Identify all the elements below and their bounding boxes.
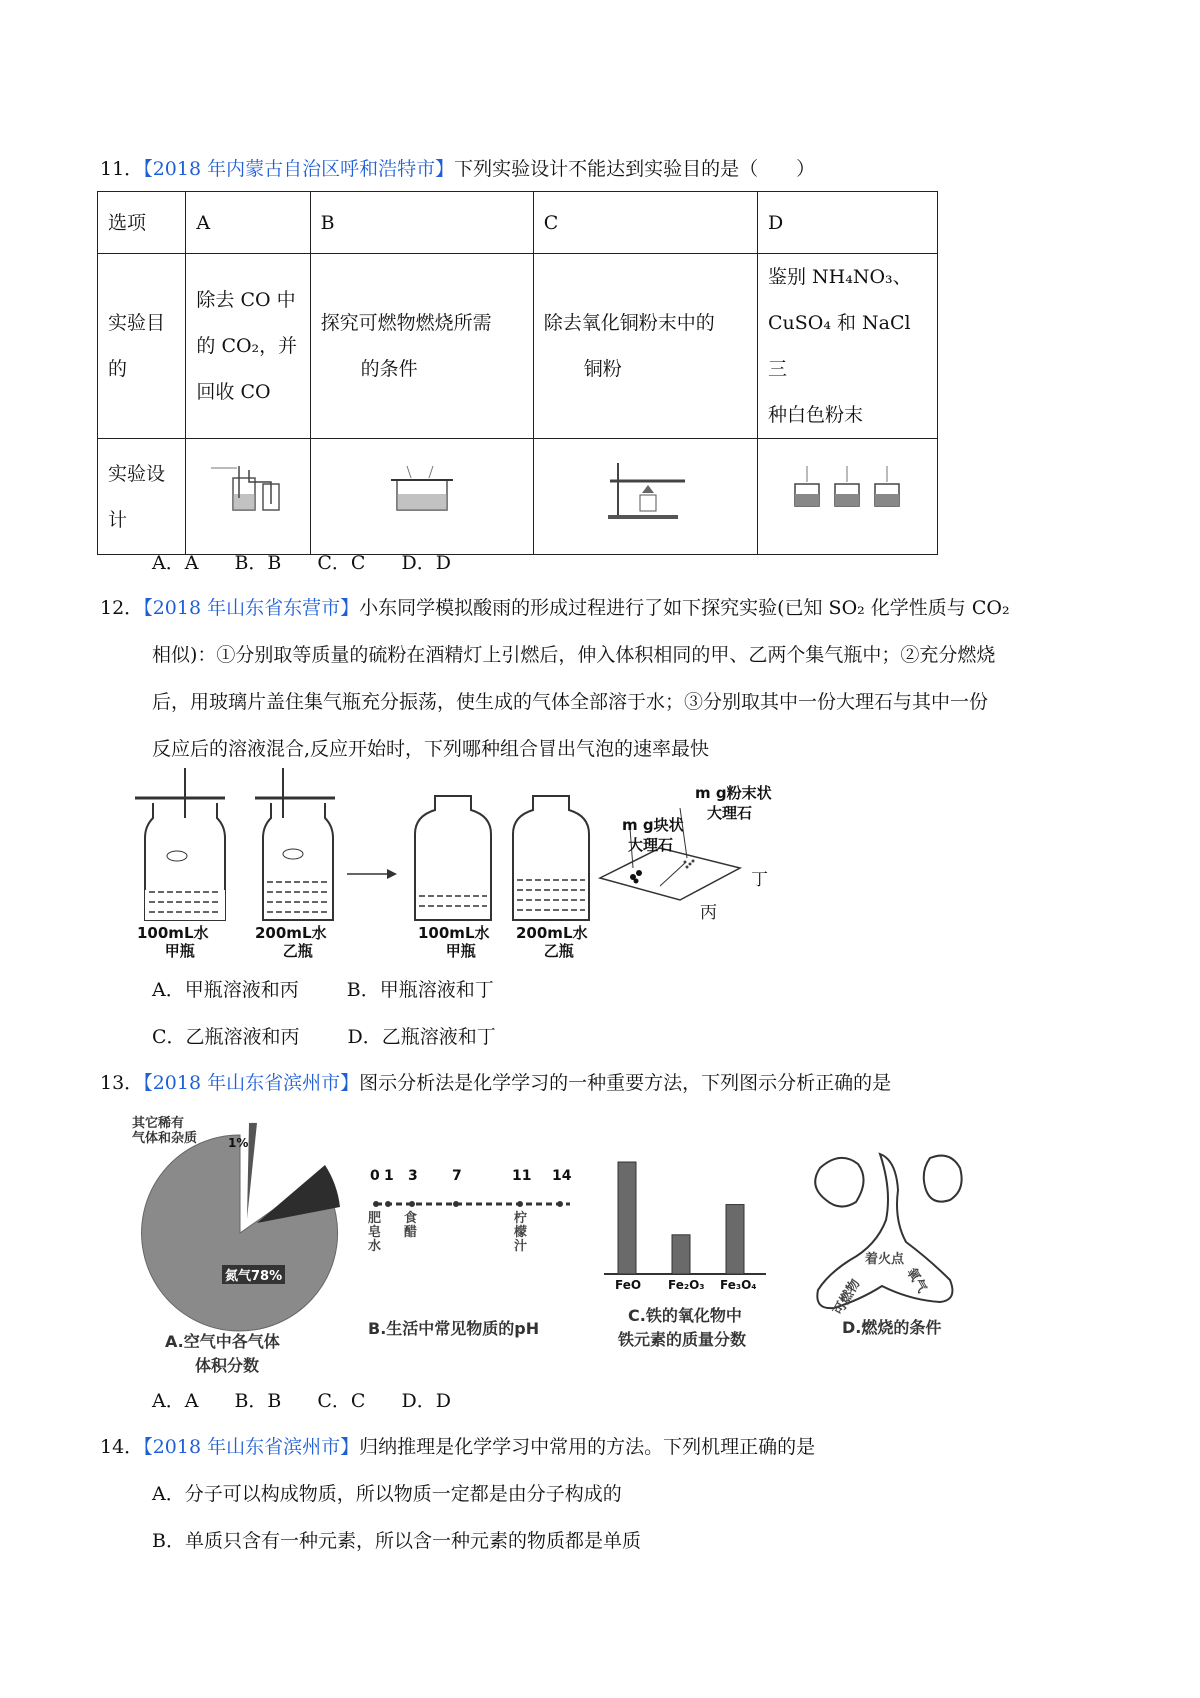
bottle-volume: 100mL水 xyxy=(418,924,490,942)
pie-slice-other xyxy=(247,1123,257,1219)
question-11-stem xyxy=(100,154,815,181)
purpose-line: 探究可燃物燃烧所需 xyxy=(320,312,492,334)
bottle-yi-burning xyxy=(255,768,335,920)
purpose-line: 的条件 xyxy=(360,358,418,380)
choice-a[interactable]: A．A xyxy=(152,552,199,574)
combustion-conditions-diagram xyxy=(800,1150,970,1340)
question-number: 11． xyxy=(100,158,144,180)
bottle-volume: 100mL水 xyxy=(137,924,209,942)
bar-mark xyxy=(618,1162,636,1274)
table-cell: A xyxy=(186,192,310,254)
bar-mark xyxy=(672,1235,690,1274)
purpose-line: 回收 CO xyxy=(196,381,271,403)
option-a[interactable]: A．分子可以构成物质，所以物质一定都是由分子构成的 xyxy=(152,1483,622,1505)
option-b[interactable]: B．单质只含有一种元素，所以含一种元素的物质都是单质 xyxy=(152,1530,641,1552)
caption-line: 铁元素的质量分数 xyxy=(618,1330,747,1349)
row-label: 实验设计 xyxy=(108,462,166,531)
table-cell xyxy=(757,439,937,555)
ph-tick: 7 xyxy=(452,1168,462,1184)
ding-label: 丁 xyxy=(751,870,768,890)
purpose-line: 的 CO₂，并 xyxy=(196,335,298,357)
label-line: 大理石 xyxy=(628,836,674,854)
bottle-yi-solution xyxy=(513,796,589,920)
fire-label: 氧气 xyxy=(903,1265,930,1296)
table-cell: 选项 xyxy=(98,192,186,254)
table-cell xyxy=(533,254,757,439)
table-cell xyxy=(757,254,937,439)
figure-caption-c xyxy=(618,1304,746,1352)
table-cell xyxy=(98,439,186,555)
ph-tick: 0 xyxy=(370,1168,380,1184)
question-text: 图示分析法是化学学习的一种重要方法，下列图示分析正确的是 xyxy=(359,1072,892,1094)
row-label: 实验目的 xyxy=(108,312,166,380)
bottle-label xyxy=(255,924,327,960)
question-text: 相似)：①分别取等质量的硫粉在酒精灯上引燃后，伸入体积相同的甲、乙两个集气瓶中；②充分燃烧 xyxy=(152,644,996,666)
answer-choices xyxy=(152,548,487,575)
table-cell xyxy=(186,439,310,555)
bottle-label xyxy=(516,924,588,960)
question-source: 【2018 年内蒙古自治区呼和浩特市】 xyxy=(143,158,455,180)
answer-choices xyxy=(152,1386,487,1413)
powder-marble-label xyxy=(695,783,772,823)
question-13-stem xyxy=(100,1068,891,1095)
table-row-purpose xyxy=(98,254,938,439)
heating-tube-apparatus-icon xyxy=(590,453,700,523)
table-cell xyxy=(98,254,186,439)
bottle-name: 甲瓶 xyxy=(164,942,195,960)
three-beakers-icon xyxy=(787,458,907,518)
caption-line: 体积分数 xyxy=(195,1356,260,1375)
answer-choices xyxy=(152,975,530,1002)
combustion-beaker-icon xyxy=(377,458,467,518)
caption-line: A.空气中各气体 xyxy=(165,1332,280,1351)
question-source: 【2018 年山东省东营市】 xyxy=(143,597,360,619)
choice-b[interactable]: B．B xyxy=(234,552,282,574)
block-marble-label xyxy=(622,815,684,855)
figure-caption-d: D.燃烧的条件 xyxy=(842,1318,942,1337)
bottle-label xyxy=(137,924,209,960)
purpose-line: 鉴别 NH₄NO₃、 xyxy=(767,266,912,288)
bottle-jia-burning xyxy=(135,768,225,920)
table-cell xyxy=(310,439,533,555)
ph-tick: 1 xyxy=(384,1168,394,1184)
bottle-volume: 200mL水 xyxy=(255,924,327,942)
question-number: 12． xyxy=(100,597,144,619)
purpose-line: 铜粉 xyxy=(583,358,622,380)
question-12-stem xyxy=(100,593,1010,620)
ph-tick: 14 xyxy=(552,1168,572,1184)
arrow-icon xyxy=(347,869,397,879)
table-cell: C xyxy=(533,192,757,254)
label-line: 大理石 xyxy=(707,804,753,822)
bottle-jia-solution xyxy=(415,796,491,920)
caption-line: C.铁的氧化物中 xyxy=(628,1306,742,1325)
ph-item: 柠檬汁 xyxy=(514,1211,528,1254)
purpose-line: CuSO₄ 和 NaCl 三 xyxy=(767,312,911,380)
question-source: 【2018 年山东省滨州市】 xyxy=(143,1072,360,1094)
ph-tick: 11 xyxy=(512,1168,532,1184)
purpose-line: 除去 CO 中 xyxy=(196,289,296,311)
question-14-stem xyxy=(100,1432,815,1459)
purpose-line: 除去氧化铜粉末中的 xyxy=(543,312,715,334)
ph-item: 肥皂水 xyxy=(368,1211,382,1254)
bottle-name: 甲瓶 xyxy=(445,942,476,960)
choice-d[interactable]: D．D xyxy=(401,1390,451,1412)
iron-oxide-bar-chart xyxy=(600,1150,770,1280)
bottle-name: 乙瓶 xyxy=(543,942,574,960)
bar-category: Fe₃O₄ xyxy=(720,1278,757,1292)
ph-scale xyxy=(370,1190,580,1230)
table-cell xyxy=(186,254,310,439)
table-cell: D xyxy=(757,192,937,254)
choice-b[interactable]: B．B xyxy=(234,1390,282,1412)
ph-item: 食醋 xyxy=(404,1211,418,1240)
label-line: m g块状 xyxy=(622,816,684,834)
question-source: 【2018 年山东省滨州市】 xyxy=(143,1436,360,1458)
bar-category: Fe₂O₃ xyxy=(668,1278,705,1292)
choice-c[interactable]: C．C xyxy=(317,552,366,574)
pie-label-other xyxy=(132,1116,197,1146)
bar-mark xyxy=(726,1205,744,1274)
label-line: 其它稀有 xyxy=(132,1116,185,1131)
bottle-volume: 200mL水 xyxy=(516,924,588,942)
bing-label: 丙 xyxy=(700,903,717,923)
answer-choices xyxy=(152,1022,532,1049)
bottle-label xyxy=(418,924,490,960)
question-text: 后，用玻璃片盖住集气瓶充分振荡，使生成的气体全部溶于水；③分别取其中一份大理石与其中一份 xyxy=(152,691,989,713)
ph-tick: 3 xyxy=(408,1168,418,1184)
table-row-design xyxy=(98,439,938,555)
question-text: 归纳推理是化学学习中常用的方法。下列机理正确的是 xyxy=(359,1436,816,1458)
pie-label-percent: 1% xyxy=(228,1136,249,1150)
table-header-row xyxy=(98,192,938,254)
question-text: 下列实验设计不能达到实验目的是（ ） xyxy=(454,158,816,180)
question-number: 13． xyxy=(100,1072,144,1094)
question-number: 14． xyxy=(100,1436,144,1458)
bottle-name: 乙瓶 xyxy=(282,942,313,960)
table-cell: B xyxy=(310,192,533,254)
gas-bottle-apparatus-icon xyxy=(203,458,293,518)
fire-label: 着火点 xyxy=(865,1252,905,1267)
table-cell xyxy=(310,254,533,439)
choice-a[interactable]: A．甲瓶溶液和丙 xyxy=(152,979,299,1001)
choice-b[interactable]: B．甲瓶溶液和丁 xyxy=(346,979,494,1001)
air-composition-pie xyxy=(135,1115,345,1365)
choice-d[interactable]: D．D xyxy=(401,552,451,574)
choice-c[interactable]: C．乙瓶溶液和丙 xyxy=(152,1026,300,1048)
choice-d[interactable]: D．乙瓶溶液和丁 xyxy=(347,1026,496,1048)
question-text: 小东同学模拟酸雨的形成过程进行了如下探究实验(已知 SO₂ 化学性质与 CO₂ xyxy=(359,597,1010,619)
pie-slice-nitrogen xyxy=(142,1135,338,1331)
choice-a[interactable]: A．A xyxy=(152,1390,199,1412)
choice-c[interactable]: C．C xyxy=(317,1390,366,1412)
figure-caption-a xyxy=(165,1330,280,1378)
label-line: 气体和杂质 xyxy=(132,1131,198,1146)
table-cell xyxy=(533,439,757,555)
purpose-line: 种白色粉末 xyxy=(767,404,863,426)
fire-label: 可燃物 xyxy=(830,1276,864,1319)
question-text: 反应后的溶液混合,反应开始时，下列哪种组合冒出气泡的速率最快 xyxy=(152,738,710,760)
pie-label-nitrogen: 氮气78% xyxy=(222,1265,285,1284)
label-line: m g粉末状 xyxy=(695,784,772,802)
bar-category: FeO xyxy=(615,1278,642,1292)
figure-caption-b: B.生活中常见物质的pH xyxy=(368,1319,540,1338)
experiment-options-table xyxy=(97,191,938,555)
